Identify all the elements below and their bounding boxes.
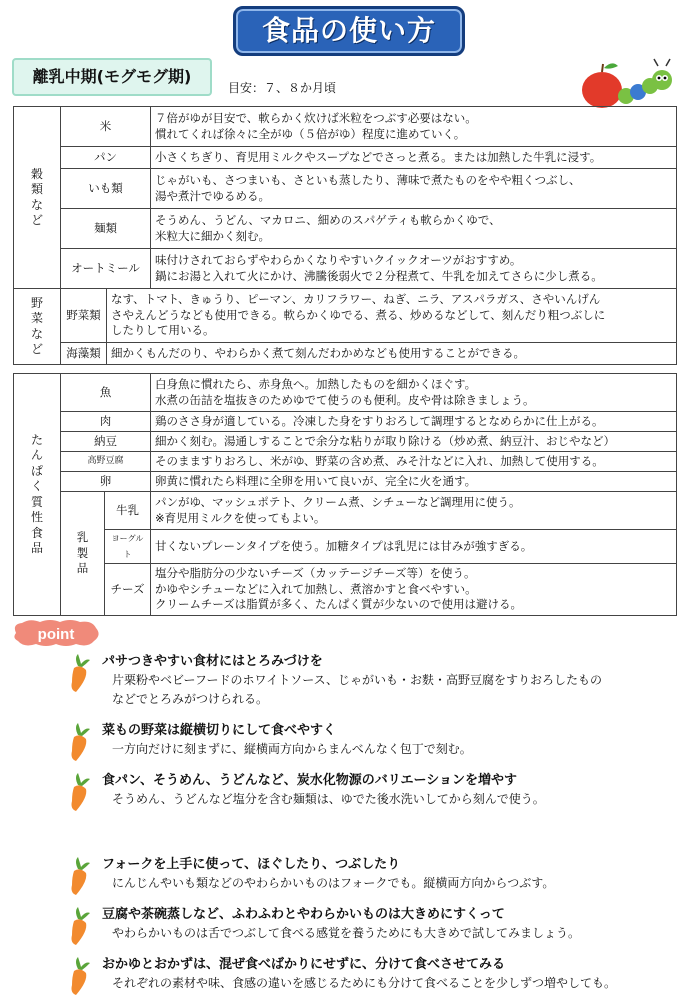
tip-body: 片栗粉やベビーフードのホワイトソース、じゃがいも・お麩・高野豆腐をすりおろしたもの などでとろみがつけられる。 (112, 673, 602, 706)
dairy-desc: 甘くないプレーンタイプを使う。加糖タイプは乳児には甘みが強すぎる。 (151, 530, 677, 564)
dairy-desc: 塩分や脂肪分の少ないチーズ（カッテージチーズ等）を使う。 かゆやシチューなどに入れて加熱し、煮溶かすと食べやすい。 クリームチーズは脂質が多く、たんぱく質が少ないので使用は避ける。 (151, 564, 677, 616)
dairy-desc: パンがゆ、マッシュポテト、クリーム煮、シチューなど調理用に使う。 ※育児用ミルクを使ってもよい。 (151, 492, 677, 530)
grains-desc: 小さくちぎり、育児用ミルクやスープなどでさっと煮る。または加熱した牛乳に浸す。 (151, 147, 677, 169)
tip-body: そうめん、うどんなど塩分を含む麺類は、ゆでた後水洗いしてから刻んで使う。 (112, 792, 545, 806)
dairy-item: チーズ (105, 564, 151, 616)
tip-item (66, 855, 676, 893)
carrot-icon (66, 907, 92, 947)
tip-item (66, 955, 676, 993)
protein-item: 高野豆腐 (61, 452, 151, 472)
grains-desc: ７倍がゆが目安で、軟らかく炊けば米粒をつぶす必要はない。 慣れてくれば徐々に全がゆ（５倍がゆ）程度に進めていく。 (151, 107, 677, 147)
grains-item: 米 (61, 107, 151, 147)
tip-title: 食パン、そうめん、うどんなど、炭水化物源のバリエーションを増やす (102, 773, 517, 788)
carrot-icon (66, 773, 92, 813)
apple-icon (582, 72, 622, 108)
tip-title: 豆腐や茶碗蒸しなど、ふわふわとやわらかいものは大きめにすくって (102, 907, 505, 922)
tip-body: それぞれの素材や味、食感の違いを感じるためにも分けて食べることを少しずつ増やしても。 (112, 976, 617, 990)
protein-category: たんぱく質性食品 (14, 374, 61, 616)
dairy-item: ヨーグルト (105, 530, 151, 564)
apple-caterpillar-illustration (576, 56, 680, 112)
vegetables-category: 野菜など (14, 289, 61, 365)
tip-body: 一方向だけに刻まずに、縦横両方向からまんべんなく包丁で刻む。 (112, 742, 472, 756)
grains-item: いも類 (61, 169, 151, 209)
tip-item (66, 905, 676, 943)
tip-item (66, 652, 676, 709)
protein-desc: 白身魚に慣れたら、赤身魚へ。加熱したものを細かくほぐす。 水煮の缶詰を塩抜きのためゆでて使うのも便利。皮や骨は除きましょう。 (151, 374, 677, 412)
target-age: 目安：７、８か月頃 (228, 81, 337, 95)
grains-item: オートミール (61, 249, 151, 289)
tip-title: 菜もの野菜は縦横切りにして食べやすく (102, 723, 337, 738)
dairy-label: 乳製品 (61, 492, 105, 616)
carrot-icon (66, 723, 92, 763)
tip-item (66, 771, 676, 809)
grains-item: パン (61, 147, 151, 169)
carrot-icon (66, 857, 92, 897)
tip-item (66, 721, 676, 759)
grains-table (13, 106, 677, 289)
tip-title: フォークを上手に使って、ほぐしたり、つぶしたり (102, 857, 401, 872)
carrot-icon (66, 957, 92, 997)
grains-desc: 味付けされておらずやわらかくなりやすいクイックオーツがおすすめ。 鍋にお湯と入れて火にかけ、沸騰後弱火で２分程煮て、牛乳を加えてさらに少し煮る。 (151, 249, 677, 289)
tip-title: おかゆとおかずは、混ぜ食べばかりにせずに、分けて食べさせてみる (102, 957, 506, 972)
vegetables-desc: 細かくもんだのり、やわらかく煮て刻んだわかめなども使用することができる。 (107, 343, 677, 365)
protein-item: 納豆 (61, 432, 151, 452)
grains-desc: じゃがいも、さつまいも、さといも蒸したり、薄味で煮たものをやや粗くつぶし、 湯や煮汁でゆるめる。 (151, 169, 677, 209)
grains-desc: そうめん、うどん、マカロニ、細めのスパゲティも軟らかくゆで、 米粒大に細かく刻む。 (151, 209, 677, 249)
page-title: 食品の使い方 (261, 14, 436, 47)
tips-list (66, 652, 676, 1005)
protein-desc: 細かく刻む。湯通しすることで余分な粘りが取り除ける（炒め煮、納豆汁、おじやなど） (151, 432, 677, 452)
dairy-item: 牛乳 (105, 492, 151, 530)
stage-label: 離乳中期(モグモグ期) (32, 67, 192, 86)
protein-table (13, 373, 677, 616)
grains-category: 穀類など (14, 107, 61, 289)
carrot-icon (66, 654, 92, 694)
protein-desc: 鶏のささ身が適している。冷凍した身をすりおろして調理するとなめらかに仕上がる。 (151, 412, 677, 432)
tip-body: にんじんやいも類などのやわらかいものはフォークでも。縦横両方向からつぶす。 (112, 876, 555, 890)
tip-body: やわらかいものは舌でつぶして食べる感覚を養うためにも大きめで試してみましょう。 (112, 926, 581, 940)
protein-item: 卵 (61, 472, 151, 492)
protein-item: 魚 (61, 374, 151, 412)
stage-badge (12, 58, 212, 96)
caterpillar-head (652, 70, 672, 90)
vegetables-item: 海藻類 (61, 343, 107, 365)
vegetables-desc: なす、トマト、きゅうり、ピーマン、カリフラワー、ねぎ、ニラ、アスパラガス、さやいんげん さやえんどうなども使用できる。軟らかくゆでる、煮る、炒めるなどして、刻んだり粗つぶしに したりして用いる。 (107, 289, 677, 343)
protein-item: 肉 (61, 412, 151, 432)
protein-desc: そのまますりおろし、米がゆ、野菜の含め煮、みそ汁などに入れ、加熱して使用する。 (151, 452, 677, 472)
point-badge (10, 618, 102, 648)
protein-desc: 卵黄に慣れたら料理に全卵を用いて良いが、完全に火を通す。 (151, 472, 677, 492)
vegetables-table (13, 288, 677, 365)
grains-item: 麺類 (61, 209, 151, 249)
tip-title: パサつきやすい食材にはとろみづけを (102, 654, 323, 669)
point-label: point (37, 626, 75, 643)
vegetables-item: 野菜類 (61, 289, 107, 343)
page-title-banner (233, 6, 465, 56)
